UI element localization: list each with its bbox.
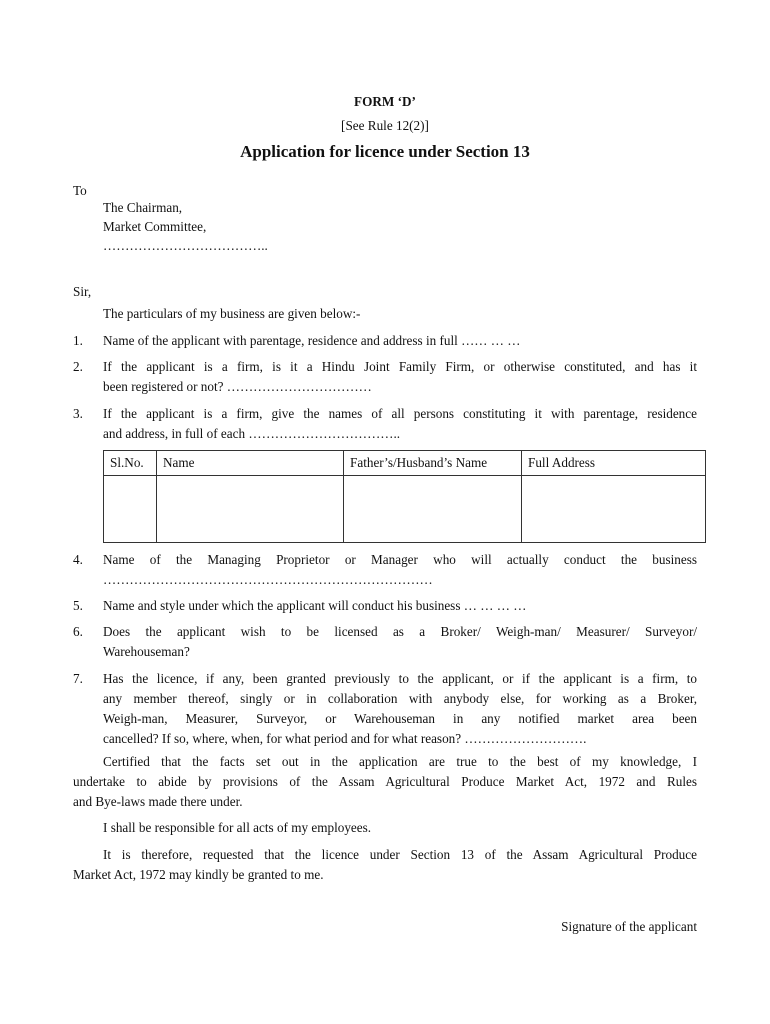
salutation: Sir, <box>73 284 92 299</box>
item-line: If the applicant is a firm, give the names of all persons constituting it with parentage, residence <box>103 406 697 421</box>
request-line-2: Market Act, 1972 may kindly be granted to me. <box>73 867 324 882</box>
item-line: Name of the Managing Proprietor or Manager who will actually conduct the business <box>103 552 697 567</box>
form-title: FORM ‘D’ <box>354 94 416 109</box>
item-line: cancelled? If so, where, when, for what period and for what reason? ………………………. <box>103 731 587 746</box>
item-line: been registered or not? …………………………… <box>103 379 372 394</box>
table-header-father-husband-name: Father’s/Husband’s Name <box>344 451 522 476</box>
rule-reference: [See Rule 12(2)] <box>341 118 429 133</box>
table-cell[interactable] <box>344 476 522 543</box>
item-text <box>103 596 697 616</box>
intro-text: The particulars of my business are given below:- <box>103 306 361 321</box>
item-line: If the applicant is a firm, is it a Hindu Joint Family Firm, or otherwise constituted, and has it <box>103 359 697 374</box>
item-text <box>103 550 697 590</box>
item-text <box>103 357 697 397</box>
to-label: To <box>73 183 87 198</box>
paragraph-line <box>73 752 697 772</box>
table-header-full-address: Full Address <box>522 451 706 476</box>
signature-label: Signature of the applicant <box>561 919 697 934</box>
item-number: 6. <box>73 624 83 639</box>
table-cell[interactable] <box>157 476 344 543</box>
responsible-line: I shall be responsible for all acts of my employees. <box>103 820 372 835</box>
item-line: Name of the applicant with parentage, residence and address in full …… … … <box>103 333 521 348</box>
item-text <box>103 669 697 749</box>
certified-line-1: Certified that the facts set out in the application are true to the best of my knowledge, I <box>103 754 697 769</box>
item-number: 7. <box>73 671 83 686</box>
table-cell[interactable] <box>104 476 157 543</box>
item-line: Warehouseman? <box>103 644 190 659</box>
item-number: 1. <box>73 333 83 348</box>
item-text <box>103 331 697 351</box>
table-header-row <box>104 451 706 476</box>
responsibility-paragraph <box>73 818 697 838</box>
item-line: Name and style under which the applicant will conduct his business … … … … <box>103 598 527 613</box>
table-header-slno: Sl.No. <box>104 451 157 476</box>
certified-line-2: undertake to abide by provisions of the Assam Agricultural Produce Market Act, 1972 and Rules <box>73 774 697 789</box>
item-line: Weigh-man, Measurer, Surveyor, or Warehouseman in any notified market area been <box>103 711 697 726</box>
address-line-1: The Chairman, <box>103 200 183 215</box>
item-number: 4. <box>73 552 83 567</box>
certified-line-3: and Bye-laws made there under. <box>73 794 243 809</box>
table-row <box>104 476 706 543</box>
table-header-name: Name <box>157 451 344 476</box>
item-line: any member thereof, singly or in collaboration with anybody else, for working as a Broker, <box>103 691 697 706</box>
paragraph-line <box>73 818 697 838</box>
address-line-2: Market Committee, <box>103 219 207 234</box>
item-number: 2. <box>73 359 83 374</box>
paragraph-line <box>73 845 697 865</box>
item-text <box>103 622 697 662</box>
request-paragraph <box>73 845 697 885</box>
item-line: and address, in full of each …………………………….. <box>103 426 401 441</box>
persons-table <box>103 450 706 543</box>
item-text <box>103 404 697 444</box>
request-line-1: It is therefore, requested that the licence under Section 13 of the Assam Agricultural Produce <box>103 847 697 862</box>
certification-paragraph <box>73 752 697 812</box>
address-line-3: ……………………………….. <box>103 238 268 253</box>
item-number: 5. <box>73 598 83 613</box>
table-cell[interactable] <box>522 476 706 543</box>
page-title: Application for licence under Section 13 <box>240 142 530 161</box>
item-line: ………………………………………………………………… <box>103 572 433 587</box>
item-line: Does the applicant wish to be licensed as a Broker/ Weigh-man/ Measurer/ Surveyor/ <box>103 624 697 639</box>
item-line: Has the licence, if any, been granted previously to the applicant, or if the applicant is a firm, to <box>103 671 697 686</box>
item-number: 3. <box>73 406 83 421</box>
